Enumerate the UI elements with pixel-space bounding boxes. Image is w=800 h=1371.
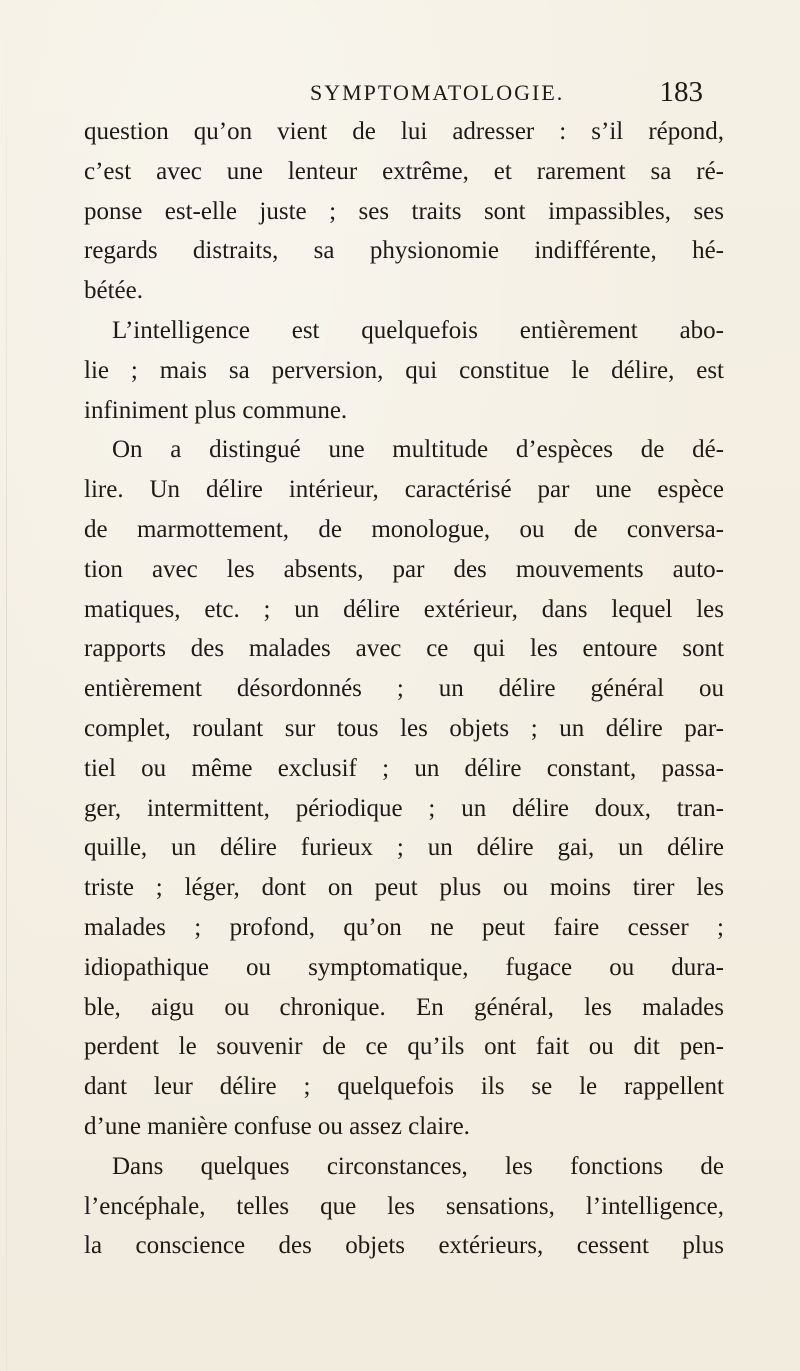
text-line: de marmottement, de monologue, ou de conversa- <box>84 515 724 543</box>
text-line: l’encéphale, telles que les sensations, l’intelligence, <box>84 1192 724 1220</box>
text-line: infiniment plus commune. <box>84 396 348 424</box>
text-line: complet, roulant sur tous les objets ; un délire par- <box>84 714 724 742</box>
text-line: question qu’on vient de lui adresser : s’il répond, <box>84 118 724 145</box>
text-line: ger, intermittent, périodique ; un délire doux, tran- <box>84 794 724 822</box>
text-line: regards distraits, sa physionomie indifférente, hé- <box>84 237 724 265</box>
page-header <box>0 76 800 116</box>
text-line: ble, aigu ou chronique. En général, les malades <box>84 993 724 1021</box>
paragraph-start-line: L’intelligence est quelquefois entièrement abo- <box>112 316 724 344</box>
running-head: SYMPTOMATOLOGIE. <box>310 80 565 105</box>
text-line: tiel ou même exclusif ; un délire constant, passa- <box>84 754 724 782</box>
text-line: rapports des malades avec ce qui les entoure sont <box>84 635 724 663</box>
paragraph-start-line: Dans quelques circonstances, les fonctions de <box>112 1152 724 1180</box>
text-line: matiques, etc. ; un délire extérieur, dans lequel les <box>84 595 724 623</box>
text-line: c’est avec une lenteur extrême, et rarement sa ré- <box>84 157 724 185</box>
text-line: perdent le souvenir de ce qu’ils ont fait ou dit pen- <box>84 1033 724 1061</box>
page-number: 183 <box>659 76 703 108</box>
text-line: quille, un délire furieux ; un délire gai, un délire <box>84 834 724 862</box>
text-line: lie ; mais sa perversion, qui constitue le délire, est <box>84 356 724 384</box>
text-line: triste ; léger, dont on peut plus ou moins tirer les <box>84 874 724 902</box>
text-line: bétée. <box>84 277 143 305</box>
paragraph-start-line: On a distingué une multitude d’espèces de dé- <box>112 436 724 464</box>
text-line: idiopathique ou symptomatique, fugace ou dura- <box>84 953 724 981</box>
text-line: dant leur délire ; quelquefois ils se le rappellent <box>84 1073 724 1101</box>
text-line: tion avec les absents, par des mouvements auto- <box>84 555 724 583</box>
text-line: malades ; profond, qu’on ne peut faire cesser ; <box>84 913 724 941</box>
text-line: entièrement désordonnés ; un délire général ou <box>84 675 724 703</box>
body-text <box>84 112 724 1266</box>
text-line: ponse est-elle juste ; ses traits sont impassibles, ses <box>84 197 724 225</box>
page-fold-line <box>6 0 7 1371</box>
text-line: lire. Un délire intérieur, caractérisé par une espèce <box>84 476 724 504</box>
text-line: la conscience des objets extérieurs, cessent plus <box>84 1232 724 1260</box>
text-line: d’une manière confuse ou assez claire. <box>84 1112 470 1140</box>
